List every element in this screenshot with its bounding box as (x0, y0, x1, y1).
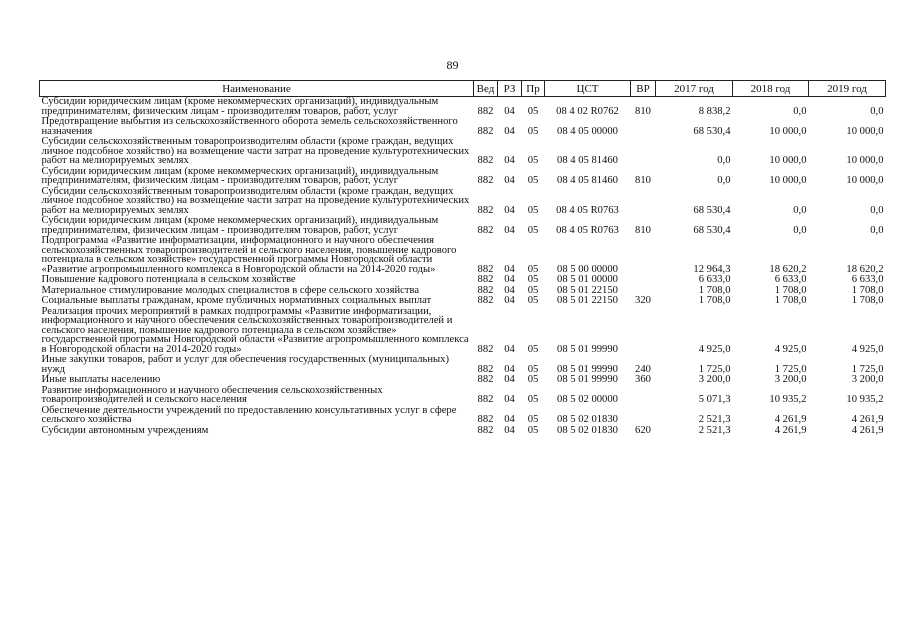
table-row (40, 97, 886, 118)
row-name: Подпрограмма «Развитие информатизации, информационного и научного обеспечения сельскохозяйственных товаропроизводителей и сельского населения, повышение кадрового потенциала в сельском хозяйстве» государственной программы Новгородской области «Развитие агропромышленного комплекса в Новгородской области на 2014-2020 годы» (41, 235, 457, 275)
row-2019: 0,0 (870, 204, 884, 216)
row-rz: 04 (504, 394, 515, 405)
row-ved: 882 (477, 284, 494, 296)
row-2018: 1 708,0 (774, 295, 807, 306)
row-vr (631, 275, 656, 286)
header-2018: 2018 год (733, 81, 809, 97)
row-cst: 08 4 05 81460 (557, 155, 618, 166)
row-name: Предотвращение выбытия из сельскохозяйственного оборота земель сельскохозяйственного назначения (41, 116, 458, 137)
row-2019: 1 708,0 (851, 284, 884, 296)
row-pr: 05 (527, 204, 539, 216)
table-row (40, 167, 886, 187)
row-vr: 240 (635, 363, 651, 375)
row-rz: 04 (504, 105, 515, 117)
row-rz: 04 (504, 343, 515, 355)
row-cst: 08 4 05 00000 (557, 125, 618, 137)
row-vr (631, 307, 656, 356)
row-2019: 10 000,0 (846, 155, 884, 166)
row-ved: 882 (477, 155, 494, 166)
row-2017: 68 530,4 (693, 224, 731, 236)
row-rz: 04 (504, 224, 515, 236)
row-ved: 882 (477, 363, 494, 375)
header-pr: Пр (522, 81, 545, 97)
row-2019: 3 200,0 (851, 374, 884, 385)
row-name: Развитие информационного и научного обеспечения сельскохозяйственных товаропроизводителей и сельского населения (41, 384, 383, 405)
row-rz: 04 (504, 374, 515, 385)
row-vr (631, 406, 656, 426)
row-cst: 08 5 02 01830 (557, 414, 618, 425)
table-row (40, 216, 886, 236)
table-row (40, 137, 886, 167)
row-pr: 05 (527, 295, 539, 306)
row-2019: 10 000,0 (846, 175, 884, 186)
row-vr (631, 117, 656, 137)
row-cst: 08 5 01 99990 (557, 343, 618, 355)
row-ved: 882 (477, 125, 494, 137)
row-2017: 2 521,3 (698, 424, 731, 436)
row-2018: 1 708,0 (774, 284, 807, 296)
row-vr: 320 (635, 295, 651, 306)
row-2017: 4 925,0 (698, 343, 731, 355)
row-vr (631, 386, 656, 406)
row-2018: 10 000,0 (769, 125, 807, 137)
row-2017: 6 633,0 (698, 274, 731, 285)
row-2017: 5 071,3 (698, 394, 731, 405)
table-row (40, 117, 886, 137)
header-2017: 2017 год (656, 81, 733, 97)
row-name: Повышение кадрового потенциала в сельском хозяйстве (41, 274, 296, 285)
row-2017: 0,0 (717, 155, 731, 166)
row-vr: 810 (635, 224, 651, 236)
row-cst: 08 5 02 01830 (557, 424, 618, 436)
row-rz: 04 (504, 284, 515, 296)
row-vr: 810 (635, 175, 651, 186)
row-name: Реализация прочих мероприятий в рамках подпрограммы «Развитие информатизации, информационного и научного обеспечения сельскохозяйственных товаропроизводителей и сельского населения, повышение кадрового потенциала в сельском хозяйстве» государственной программы Новгородской области «Развитие агропромышленного комплекса в Новгородской области на 2014-2020 годы» (41, 305, 469, 355)
row-cst: 08 5 01 99990 (557, 374, 618, 385)
row-pr: 05 (527, 263, 539, 275)
row-pr: 05 (527, 105, 539, 117)
row-ved: 882 (477, 204, 494, 216)
row-name: Иные выплаты населению (41, 374, 161, 385)
header-rz: РЗ (498, 81, 522, 97)
row-2017: 12 964,3 (693, 263, 731, 275)
row-ved: 882 (477, 414, 494, 425)
row-vr: 810 (635, 105, 651, 117)
row-ved: 882 (477, 224, 494, 236)
row-pr: 05 (527, 374, 539, 385)
row-name: Субсидии юридическим лицам (кроме некоммерческих организаций), индивидуальным предпринимателям, физическим лицам - производителям товаров, работ, услуг (41, 215, 439, 236)
row-2018: 18 620,2 (769, 263, 807, 275)
row-2018: 10 935,2 (769, 394, 807, 405)
row-ved: 882 (477, 274, 494, 285)
header-vr: ВР (631, 81, 656, 97)
row-2018: 4 925,0 (774, 343, 807, 355)
row-cst: 08 5 02 00000 (557, 394, 618, 405)
row-pr: 05 (527, 224, 539, 236)
row-2019: 0,0 (870, 105, 884, 117)
row-name: Иные закупки товаров, работ и услуг для обеспечения государственных (муниципальных) нужд (41, 354, 449, 375)
row-ved: 882 (477, 105, 494, 117)
row-2018: 6 633,0 (774, 274, 807, 285)
row-pr: 05 (527, 155, 539, 166)
row-vr: 620 (635, 424, 651, 436)
table-row (40, 187, 886, 217)
row-vr (631, 137, 656, 167)
row-rz: 04 (504, 204, 515, 216)
row-2019: 10 000,0 (846, 125, 884, 137)
row-pr: 05 (527, 284, 539, 296)
table-row (40, 426, 886, 437)
row-name: Субсидии автономным учреждениям (41, 424, 209, 436)
row-2019: 4 925,0 (851, 343, 884, 355)
row-2019: 0,0 (870, 224, 884, 236)
row-ved: 882 (477, 263, 494, 275)
row-name: Обеспечение деятельности учреждений по предоставлению консультативных услуг в сфере сельского хозяйства (41, 404, 457, 425)
row-2018: 3 200,0 (774, 374, 807, 385)
row-ved: 882 (477, 175, 494, 186)
row-pr: 05 (527, 343, 539, 355)
row-name: Социальные выплаты гражданам, кроме публичных нормативных социальных выплат (41, 295, 432, 306)
row-cst: 08 5 01 00000 (557, 274, 618, 285)
row-cst: 08 5 01 99990 (557, 363, 618, 375)
row-pr: 05 (527, 363, 539, 375)
row-2018: 0,0 (793, 204, 807, 216)
row-2019: 1 725,0 (851, 363, 884, 375)
row-pr: 05 (527, 274, 539, 285)
row-2017: 68 530,4 (693, 125, 731, 137)
header-2019: 2019 год (809, 81, 886, 97)
row-ved: 882 (477, 343, 494, 355)
row-ved: 882 (477, 295, 494, 306)
row-2017: 2 521,3 (698, 414, 731, 425)
row-cst: 08 5 00 00000 (557, 263, 618, 275)
row-ved: 882 (477, 424, 494, 436)
table-row (40, 406, 886, 426)
row-name: Субсидии юридическим лицам (кроме некоммерческих организаций), индивидуальным предпринимателям, физическим лицам - производителям товаров, работ, услуг (41, 165, 439, 186)
row-vr (631, 236, 656, 275)
row-rz: 04 (504, 263, 515, 275)
row-2017: 1 725,0 (698, 363, 731, 375)
row-vr: 360 (635, 374, 651, 385)
row-rz: 04 (504, 155, 515, 166)
row-cst: 08 4 05 R0763 (556, 204, 619, 216)
row-2018: 0,0 (793, 224, 807, 236)
row-rz: 04 (504, 363, 515, 375)
row-rz: 04 (504, 424, 515, 436)
row-rz: 04 (504, 125, 515, 137)
row-name: Субсидии сельскохозяйственным товаропроизводителям области (кроме граждан, ведущих личное подсобное хозяйство) на возмещение части затрат на проведение культуротехнических работ на мелиорируемых землях (41, 185, 470, 216)
row-2018: 4 261,9 (774, 414, 807, 425)
row-2017: 0,0 (717, 175, 731, 186)
row-name: Материальное стимулирование молодых специалистов в сфере сельского хозяйства (41, 284, 420, 296)
header-ved: Вед (474, 81, 498, 97)
budget-table (39, 80, 886, 436)
row-2017: 68 530,4 (693, 204, 731, 216)
row-pr: 05 (527, 175, 539, 186)
row-cst: 08 4 02 R0762 (556, 105, 619, 117)
row-ved: 882 (477, 374, 494, 385)
row-name: Субсидии юридическим лицам (кроме некоммерческих организаций), индивидуальным предпринимателям, физическим лицам - производителям товаров, работ, услуг (41, 96, 439, 117)
table-row (40, 236, 886, 275)
row-ved: 882 (477, 394, 494, 405)
row-rz: 04 (504, 414, 515, 425)
table-row (40, 275, 886, 286)
table-row (40, 296, 886, 307)
header-name: Наименование (40, 81, 474, 97)
row-pr: 05 (527, 125, 539, 137)
table-row (40, 375, 886, 386)
table-header-row (40, 81, 886, 97)
row-2018: 0,0 (793, 105, 807, 117)
row-2018: 1 725,0 (774, 363, 807, 375)
row-rz: 04 (504, 295, 515, 306)
row-rz: 04 (504, 274, 515, 285)
row-2017: 1 708,0 (698, 295, 731, 306)
row-2019: 4 261,9 (851, 424, 884, 436)
row-pr: 05 (527, 394, 539, 405)
row-2019: 1 708,0 (851, 295, 884, 306)
row-pr: 05 (527, 414, 539, 425)
row-cst: 08 4 05 R0763 (556, 224, 619, 236)
table-row (40, 355, 886, 375)
row-rz: 04 (504, 175, 515, 186)
row-2019: 10 935,2 (846, 394, 884, 405)
row-2019: 18 620,2 (846, 263, 884, 275)
row-cst: 08 5 01 22150 (557, 284, 618, 296)
row-2017: 3 200,0 (698, 374, 731, 385)
page-number: 89 (446, 58, 459, 72)
row-2017: 1 708,0 (698, 284, 731, 296)
row-cst: 08 4 05 81460 (557, 175, 618, 186)
header-cst: ЦСТ (545, 81, 631, 97)
row-name: Субсидии сельскохозяйственным товаропроизводителям области (кроме граждан, ведущих личное подсобное хозяйство) на возмещение части затрат на проведение культуротехнических работ на мелиорируемых землях (41, 136, 470, 166)
row-vr (631, 187, 656, 217)
row-cst: 08 5 01 22150 (557, 295, 618, 306)
row-2019: 6 633,0 (851, 274, 884, 285)
row-pr: 05 (527, 424, 539, 436)
row-2017: 8 838,2 (698, 105, 731, 117)
row-2019: 4 261,9 (851, 414, 884, 425)
row-2018: 10 000,0 (769, 155, 807, 166)
row-2018: 4 261,9 (774, 424, 807, 436)
table-row (40, 386, 886, 406)
row-2018: 10 000,0 (769, 175, 807, 186)
table-row (40, 307, 886, 356)
